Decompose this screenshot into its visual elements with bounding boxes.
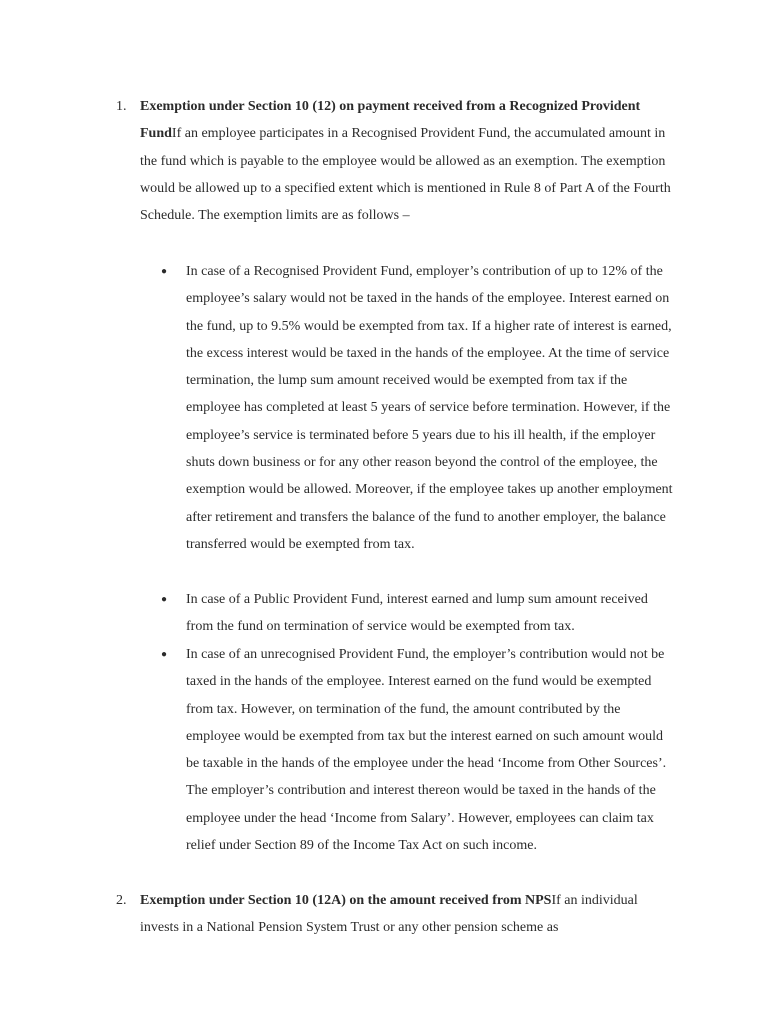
bullet-text: In case of a Recognised Provident Fund, employer’s contribution of up to 12% of the employee’s salary would not be taxed in the hands of the employee. Interest earned on the fund, up to 9.5% would be exempted from tax. If a higher rate of interest is earned, the excess interest would be taxed in the hands of the employee. At the time of service termination, the lump sum amount received would be exempted from tax if the employee has completed at least 5 years of service before termination. However, if the employee’s service is terminated before 5 years due to his ill health, if the employer shuts down business or for any other reason beyond the control of the employee, the exemption would be allowed. Moreover, if the employee takes up another employment after retirement and transfers the balance of the fund to another employer, the balance transferred would be exempted from tax. [186, 264, 673, 552]
list-number: 2. [116, 893, 127, 908]
list-item-paragraph [140, 93, 680, 229]
bullet-marker: ● [161, 266, 168, 277]
list-number: 1. [116, 99, 127, 114]
bullet-marker: ● [161, 594, 168, 605]
section-heading: Exemption under Section 10 (12A) on the amount received from NPS [140, 893, 552, 908]
section-body: If an employee participates in a Recognised Provident Fund, the accumulated amount in the fund which is payable to the employee would be allowed as an exemption. The exemption would be allowed up to a specified extent which is mentioned in Rule 8 of Part A of the Fourth Schedule. The exemption limits are as follows – [140, 126, 671, 224]
bullet-marker: ● [161, 649, 168, 660]
list-item-paragraph [140, 887, 680, 942]
bullet-text: In case of a Public Provident Fund, interest earned and lump sum amount received from the fund on termination of service would be exempted from tax. [186, 592, 648, 635]
bullet-text: In case of an unrecognised Provident Fund, the employer’s contribution would not be taxed in the hands of the employee. Interest earned on the fund would be exempted from tax. However, on termination of the fund, the amount contributed by the employee would be exempted from tax but the interest earned on such amount would be taxable in the hands of the employee under the head ‘Income from Other Sources’. The employer’s contribution and interest thereon would be taxed in the hands of the employee under the head ‘Income from Salary’. However, employees can claim tax relief under Section 89 of the Income Tax Act on such income. [186, 647, 667, 854]
section-body: If an individual invests in a National Pension System Trust or any other pension scheme as [140, 893, 638, 936]
section-heading: Exemption under Section 10 (12) on payment received from a Recognized Provident Fund [140, 99, 641, 142]
